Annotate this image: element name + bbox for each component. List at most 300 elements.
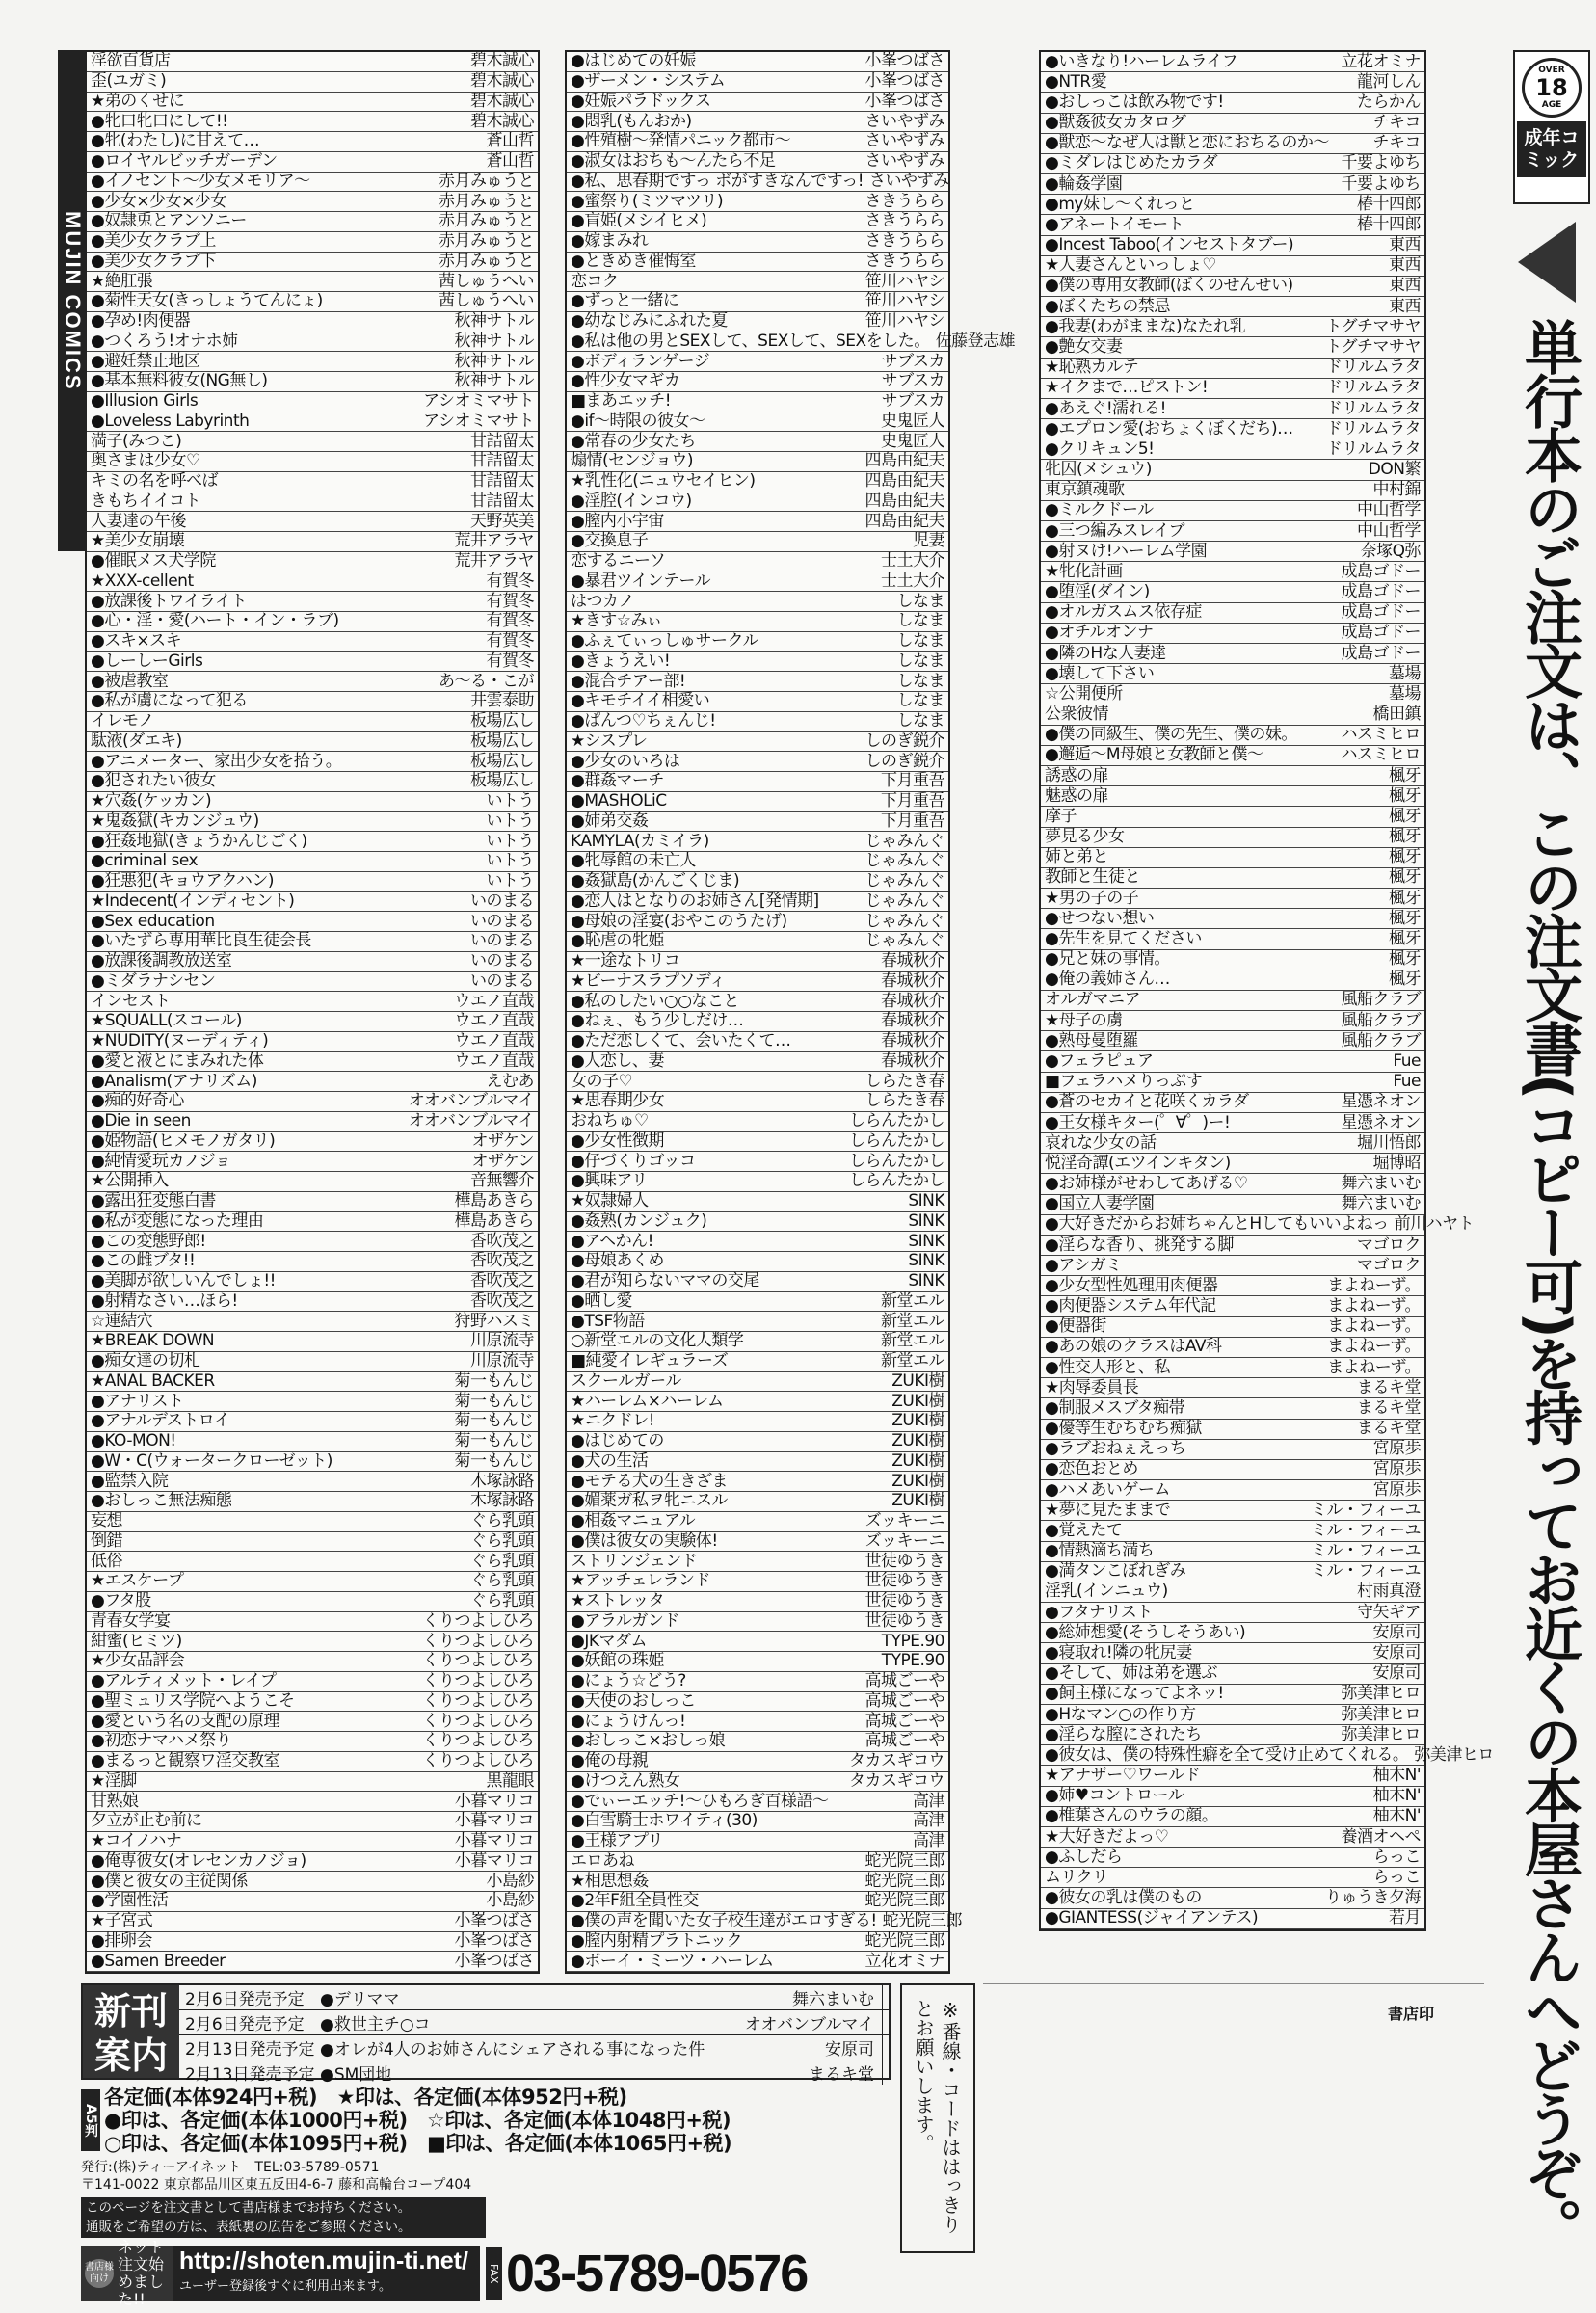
book-author: 香吹茂之 [470, 1271, 534, 1291]
order-list-row [87, 1572, 538, 1592]
book-title: ●射ヌけ!ハーレム学園 [1045, 541, 1208, 561]
book-title: ●フタ股 [91, 1591, 151, 1611]
order-list-row [87, 572, 538, 593]
order-list-row [87, 152, 538, 173]
book-author: 菊一もんじ [454, 1431, 534, 1451]
order-list-row [1041, 1909, 1424, 1929]
order-list-row [567, 1412, 948, 1432]
book-author: しなま [896, 631, 944, 651]
order-list-row [1041, 195, 1424, 215]
book-title: ●奴隷兎とアンソニー [91, 211, 247, 231]
release-author: 安原司 [738, 2035, 883, 2060]
book-title: ●露出狂変態白書 [91, 1191, 216, 1211]
order-list-row [567, 1192, 948, 1212]
book-author: 史鬼匠人 [881, 411, 944, 431]
order-list-row [567, 1572, 948, 1592]
book-title: 恋するニーソ [571, 551, 666, 572]
book-author: 秋神サトル [454, 351, 534, 371]
book-author: 蒼山哲 [486, 151, 534, 172]
order-list-row [567, 992, 948, 1012]
book-title: ●嫁まみれ [571, 231, 649, 252]
book-author: さいやずみ [869, 171, 949, 191]
book-title: 紺蜜(ヒミツ) [91, 1631, 182, 1651]
book-author: 弥美津ヒロ [1341, 1724, 1421, 1744]
order-list-row [87, 392, 538, 412]
order-list-row [87, 632, 538, 652]
order-list-row [567, 93, 948, 113]
book-author: 新堂エル [881, 1290, 944, 1311]
order-list-row [1041, 337, 1424, 358]
order-list-row [87, 412, 538, 433]
order-list-row [567, 1472, 948, 1492]
book-author: 蛇光院三郎 [864, 1930, 944, 1951]
book-author: りゅうき夕海 [1325, 1888, 1421, 1908]
order-list-row [567, 232, 948, 253]
order-list-row [567, 1652, 948, 1672]
new-release-row [179, 1985, 889, 2010]
book-title: ●少女×少女×少女 [91, 191, 226, 211]
order-list-row [87, 772, 538, 792]
book-author: ウエノ直哉 [454, 991, 534, 1011]
book-title: ●兄と妹の事情。 [1045, 949, 1170, 970]
order-list-row [1041, 1542, 1424, 1562]
order-list-row [1041, 1725, 1424, 1745]
book-title: ●NTR愛 [1045, 71, 1107, 92]
book-title: 公衆彼情 [1045, 705, 1108, 725]
order-list-row [567, 912, 948, 932]
book-title: ●W・C(ウォータークローゼット) [91, 1450, 332, 1471]
book-title: ★牝化計画 [1045, 561, 1123, 581]
book-author: ミル・フィーユ [1310, 1561, 1421, 1582]
order-list-row [87, 952, 538, 972]
book-title: 哀れな少女の話 [1045, 1132, 1157, 1153]
book-title: ●蒼のセカイと花咲くカラダ [1045, 1092, 1249, 1112]
book-author: トグチマサヤ [1325, 316, 1421, 336]
book-author: 成島ゴドー [1341, 602, 1421, 623]
book-title: ●隣のHな人妻達 [1045, 643, 1166, 663]
order-list-row [567, 1252, 948, 1272]
book-author: えむあ [486, 1071, 534, 1091]
book-author: 荒井アラヤ [454, 531, 534, 551]
book-author: 赤月みゅうと [439, 211, 534, 231]
order-list-row [1041, 317, 1424, 337]
book-title: ●性少女マギカ [571, 371, 680, 391]
book-author: ミル・フィーユ [1310, 1520, 1421, 1540]
order-list-column-3 [1039, 50, 1494, 1931]
order-list-row [87, 812, 538, 833]
book-author: 楓牙 [1389, 827, 1421, 847]
book-author: いのまる [470, 951, 534, 971]
book-author: ドリルムラタ [1325, 439, 1421, 459]
book-title: ★穴姦(ケッカン) [91, 791, 212, 811]
book-title: ●Illusion Girls [91, 391, 199, 412]
book-author: 春城秋介 [881, 1031, 944, 1051]
order-list-row [567, 292, 948, 312]
order-list-row [87, 1532, 538, 1553]
order-list-row [567, 632, 948, 652]
book-author: 板場広し [470, 751, 534, 771]
order-list-row [567, 732, 948, 753]
order-list-row [567, 212, 948, 232]
book-title: ●KO-MON! [91, 1431, 176, 1451]
book-title: ●総姉想愛(そうしそうあい) [1045, 1622, 1246, 1642]
order-list-row [87, 1112, 538, 1132]
book-title: ●はじめての妊娠 [571, 51, 696, 71]
book-title: ●ハメあいゲーム [1045, 1479, 1170, 1500]
book-title: ●ラブおねぇえっち [1045, 1439, 1186, 1459]
book-author: 春城秋介 [881, 1011, 944, 1031]
book-title: ●淑女はおちも～んたら不足 [571, 151, 776, 172]
order-list-row [1041, 1398, 1424, 1419]
book-title: ★アナザー♡ワールド [1045, 1766, 1201, 1786]
order-list-row [87, 592, 538, 612]
order-list-row [1041, 215, 1424, 235]
book-author: 小島紗 [486, 1891, 534, 1911]
book-author: 高城ごーや [864, 1731, 944, 1751]
book-title: ●アラルガンド [571, 1610, 679, 1631]
order-list-row [87, 1012, 538, 1032]
order-list-row [567, 1152, 948, 1172]
book-author: 板場広し [470, 711, 534, 731]
order-list-row [87, 992, 538, 1012]
book-title: ★SQUALL(スコール) [91, 1011, 242, 1031]
order-list-row [567, 1772, 948, 1793]
book-title: 摩子 [1045, 806, 1077, 826]
book-author: ミル・フィーユ [1310, 1541, 1421, 1561]
book-author: 春城秋介 [881, 951, 944, 971]
book-author: 笹川ハヤシ [864, 311, 944, 332]
order-list-row [87, 1952, 538, 1972]
order-list-row [567, 1512, 948, 1532]
order-list-row [1041, 664, 1424, 684]
book-title: ☆連結穴 [91, 1311, 153, 1331]
book-author: 小峯つばさ [864, 91, 944, 111]
order-list-row [567, 1672, 948, 1692]
book-author: 安原司 [1372, 1642, 1421, 1662]
book-title: ●ミダラナシセン [91, 970, 216, 991]
book-author: 中山哲学 [1357, 500, 1421, 520]
order-list-row [567, 1872, 948, 1892]
book-author: サブスカ [881, 371, 944, 391]
net-order-url[interactable]: http://shoten.mujin-ti.net/ [179, 2247, 468, 2274]
order-list-row [1041, 114, 1424, 134]
book-author: アシオミマサト [423, 391, 534, 412]
book-author: 堀川悟郎 [1357, 1132, 1421, 1153]
book-author: DON繁 [1368, 460, 1421, 480]
book-title: ★ビーナスラプソディ [571, 970, 726, 991]
book-author: 四島由紀夫 [864, 511, 944, 531]
order-list-row [1041, 1766, 1424, 1786]
order-list-row [567, 1732, 948, 1752]
new-release-row [179, 2035, 889, 2060]
book-author: SINK [908, 1231, 944, 1251]
order-list-row [1041, 1378, 1424, 1398]
book-title: ●あの娘のクラスはAV科 [1045, 1337, 1222, 1357]
book-title: ★母子の虜 [1045, 1010, 1123, 1030]
book-title: ●アルティメット・レイプ [91, 1671, 277, 1691]
book-author: 小峯つばさ [864, 71, 944, 92]
book-title: ●MASHOLiC [571, 791, 667, 811]
book-author: チキコ [1372, 133, 1421, 153]
book-author: 前川ハヤト [1394, 1214, 1475, 1235]
book-title: ●彼女の乳は僕のもの [1045, 1888, 1202, 1908]
book-author: 星憑ネオン [1341, 1112, 1421, 1132]
order-list-row [87, 732, 538, 753]
book-author: さいやずみ [864, 131, 944, 151]
order-list-row [1041, 379, 1424, 399]
order-list-row [87, 1252, 538, 1272]
book-title: ●艶女交妻 [1045, 336, 1123, 357]
order-list-row [1041, 174, 1424, 195]
order-list-row [87, 1292, 538, 1313]
book-author: 赤月みゅうと [439, 191, 534, 211]
book-title: ●恋色おとめ [1045, 1459, 1138, 1479]
book-title: ●my妹し～くれっと [1045, 194, 1195, 214]
order-list-row [87, 1552, 538, 1572]
book-author: しらんたかし [849, 1130, 944, 1151]
book-author: くりつよしひろ [422, 1711, 534, 1731]
book-author: 下月重吾 [881, 791, 944, 811]
order-list-row [1041, 848, 1424, 868]
book-title: ●我妻(わがままな)なたれ乳 [1045, 316, 1246, 336]
release-title: ●SM団地 [320, 2065, 392, 2085]
fax-number: 03-5789-0576 [506, 2245, 808, 2302]
book-author: 若月 [1389, 1908, 1421, 1928]
book-author: たらかん [1357, 92, 1421, 112]
book-author: 安原司 [1372, 1663, 1421, 1684]
book-title: ●Loveless Labyrinth [91, 411, 250, 431]
book-author: さいやずみ [864, 151, 944, 172]
book-title: ●王様アプリ [571, 1831, 664, 1851]
book-author: 天野英美 [470, 511, 534, 531]
order-list-row [567, 352, 948, 372]
order-list-row [1041, 909, 1424, 929]
book-author: オザケン [471, 1151, 534, 1171]
order-list-row [567, 892, 948, 913]
order-list-row [567, 1292, 948, 1313]
book-title: ●アナリスト [91, 1391, 184, 1411]
book-title: ●けつえん熟女 [571, 1770, 680, 1791]
book-author: 小暮マリコ [454, 1811, 534, 1831]
book-author: 楓牙 [1389, 765, 1421, 785]
book-author: らっこ [1372, 1847, 1421, 1867]
book-author: SINK [908, 1271, 944, 1291]
book-author: タカスギコウ [849, 1751, 944, 1771]
order-list-row [87, 272, 538, 292]
release-title: ●救世主チ○コ [320, 2015, 431, 2034]
book-author: 中山哲学 [1357, 520, 1421, 541]
order-list-row [567, 832, 948, 852]
book-author: 新堂エル [881, 1331, 944, 1351]
order-list-row [567, 1112, 948, 1132]
order-list-row [567, 1852, 948, 1873]
book-title: ●愛と液とにまみれた体 [91, 1050, 264, 1071]
book-author: 音無響介 [470, 1171, 534, 1191]
book-title: ●私が変態になった理由 [91, 1210, 264, 1231]
order-list-row [87, 712, 538, 732]
book-author: 高津 [913, 1791, 944, 1811]
book-author: SINK [908, 1210, 944, 1231]
book-title: ●私のしたい○○なこと [571, 991, 740, 1011]
book-author: いトう [486, 871, 534, 891]
order-list-row [567, 1492, 948, 1512]
order-list-row [1041, 1174, 1424, 1194]
order-list-row [87, 93, 538, 113]
book-title: ●晒し愛 [571, 1290, 632, 1311]
book-title: ●人恋し、妻 [571, 1050, 664, 1071]
order-list-row [567, 692, 948, 712]
book-author: 橋田鎮 [1372, 705, 1421, 725]
new-releases-label: 新刊案内 [83, 1985, 179, 2078]
book-author: ズッキーニ [864, 1511, 944, 1531]
book-title: ●せつない想い [1045, 908, 1155, 928]
book-author: 世徒ゆうき [864, 1591, 944, 1611]
book-title: ★人妻さんといっしょ♡ [1045, 255, 1216, 276]
order-list-row [1041, 562, 1424, 582]
book-author: いのまる [470, 970, 534, 991]
book-title: ●催眠メス犬学院 [91, 551, 216, 572]
book-title: ●菊性天女(きっしょうてんにょ) [91, 291, 323, 311]
order-list-row [87, 112, 538, 132]
book-title: ●私、思春期ですっ ボがすきなんですっ! [571, 171, 864, 191]
book-title: 満子(みつこ) [91, 431, 182, 451]
book-author: ZUKI樹 [891, 1370, 944, 1391]
book-author: 椿十四郎 [1357, 194, 1421, 214]
book-title: ●Hなマン○の作り方 [1045, 1704, 1196, 1724]
order-list-row [1041, 1440, 1424, 1460]
order-list-row [87, 1672, 538, 1692]
book-title: ●性殖樹～発情パニック都市～ [571, 131, 791, 151]
order-list-row [87, 1892, 538, 1912]
price-line: 各定価(本体924円+税) ★印は、各定価(本体952円+税) [104, 2086, 627, 2109]
order-list-row [1041, 807, 1424, 827]
order-list-row [87, 1772, 538, 1793]
order-list-row [1041, 1256, 1424, 1276]
order-list-row [567, 1592, 948, 1612]
book-title: ●姦獄島(かんごくじま) [571, 871, 740, 891]
book-author: 碧木誠心 [470, 91, 534, 111]
book-author: 川原流寺 [470, 1351, 534, 1371]
book-author: 狩野ハスミ [454, 1311, 534, 1331]
book-title: ●痴女達の切札 [91, 1351, 200, 1371]
book-title: ★乳性化(ニュウセイヒン) [571, 471, 756, 492]
order-headline: 単行本のご注文は、この注文書(コピー可)を持ってお近くの本屋さんへどうぞ。 [1515, 318, 1583, 2252]
order-list-row [1041, 481, 1424, 501]
order-list-row [567, 552, 948, 572]
order-list-row [87, 1792, 538, 1812]
book-title: ●いたずら専用華比良生徒会長 [91, 931, 311, 951]
book-author: ZUKI樹 [891, 1411, 944, 1431]
book-title: インセスト [91, 991, 171, 1011]
order-list-row [87, 1032, 538, 1052]
notice-line: 通販をご希望の方は、表紙裏の広告をご参照ください。 [86, 2220, 412, 2235]
order-list-column-1 [85, 50, 540, 1974]
order-list-row [1041, 1236, 1424, 1256]
book-author: 黒龍眼 [486, 1770, 534, 1791]
book-title: ●母娘の淫宴(おやこのうたげ) [571, 911, 787, 931]
book-title: ★アッチェレランド [571, 1571, 711, 1591]
book-author: 碧木誠心 [470, 71, 534, 92]
badge-age: 18 [1535, 74, 1568, 101]
order-list-row [87, 1232, 538, 1252]
order-list-row [567, 152, 948, 173]
order-list-row [1041, 236, 1424, 256]
book-author: 楓牙 [1389, 847, 1421, 867]
book-title: ●ふぇてぃっしゅサークル [571, 631, 758, 651]
book-author: トグチマサヤ [1325, 336, 1421, 357]
order-list-row [87, 132, 538, 152]
book-author: 笹川ハヤシ [864, 291, 944, 311]
book-title: ■フェラハメりっぷす [1045, 1072, 1203, 1092]
order-list-row [1041, 1603, 1424, 1623]
book-author: 守矢ギア [1357, 1602, 1421, 1622]
book-author: 甘詰留太 [470, 471, 534, 492]
book-author: マゴロク [1357, 1235, 1421, 1255]
book-title: ●僕は彼女の実験体! [571, 1530, 718, 1551]
order-list-row [87, 1392, 538, 1412]
book-author: 東西 [1389, 296, 1421, 316]
order-list-row [1041, 1073, 1424, 1093]
book-title: ●痴的好奇心 [91, 1091, 184, 1111]
order-list-row [567, 652, 948, 673]
order-list-row [567, 952, 948, 972]
order-list-row [1041, 277, 1424, 297]
book-title: ●暴君ツインテール [571, 571, 711, 591]
book-title: 女の子♡ [571, 1071, 633, 1091]
book-title: ●孕め!肉便器 [91, 311, 191, 332]
book-title: ●この雌ブタ!! [91, 1251, 196, 1271]
book-author: 小峯つばさ [454, 1951, 534, 1971]
book-author: 千要よゆち [1341, 153, 1421, 173]
book-title: ●制服メスブタ痴帯 [1045, 1397, 1185, 1418]
book-title: ●射精なさい…ほら! [91, 1290, 238, 1311]
order-list-row [567, 1712, 948, 1732]
book-author: 小島紗 [486, 1871, 534, 1891]
book-title: ★美少女崩壊 [91, 531, 185, 551]
order-list-row [567, 792, 948, 812]
order-list-row [1041, 786, 1424, 807]
book-title: ●美少女クラブ下 [91, 251, 216, 271]
book-title: ●媚薬ガ私ヲ牝ニスル [571, 1491, 728, 1511]
book-title: ●ボディランゲージ [571, 351, 710, 371]
order-list-row [567, 1911, 963, 1932]
order-list-row [87, 1912, 538, 1932]
order-list-column-2 [565, 50, 1016, 1974]
order-list-row [87, 972, 538, 993]
order-list-row [567, 52, 948, 72]
order-list-row [1041, 72, 1424, 93]
book-title: ●TSF物語 [571, 1311, 645, 1331]
book-title: ●ザーメン・システム [571, 71, 726, 92]
book-title: ○新堂エルの文化人類学 [571, 1331, 744, 1351]
book-title: ●母娘あくめ [571, 1251, 664, 1271]
book-author: 春城秋介 [881, 991, 944, 1011]
book-title: ●おしっこは飲み物です! [1045, 92, 1224, 112]
order-list-row [567, 972, 948, 993]
book-title: ●JKマダム [571, 1631, 647, 1651]
book-author: まよねーず。 [1327, 1296, 1421, 1316]
book-title: イレモノ [91, 711, 154, 731]
order-list-row [1041, 359, 1424, 379]
book-title: ●おしっこ×おしっ娘 [571, 1731, 726, 1751]
order-list-row [567, 392, 948, 412]
order-list-row [87, 312, 538, 332]
book-title: ★BREAK DOWN [91, 1331, 215, 1351]
book-author: アシオミマサト [423, 411, 534, 431]
book-title: ●牝口牝口にして!! [91, 111, 228, 131]
order-list-row [1041, 950, 1424, 970]
order-list-row [87, 1512, 538, 1532]
